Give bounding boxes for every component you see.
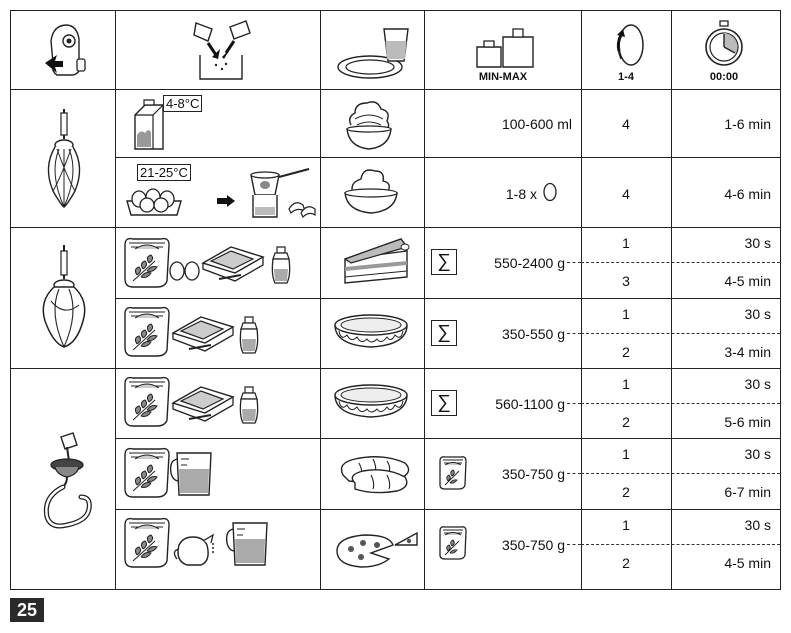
split-line	[581, 333, 780, 334]
flour-bag-icon	[121, 445, 173, 501]
speed-dial-icon	[611, 21, 647, 71]
eggs-icon	[169, 261, 203, 285]
split-line	[567, 262, 581, 263]
row-divider	[115, 438, 780, 439]
beaten-egg-white-icon	[341, 165, 401, 219]
col-divider	[115, 11, 116, 589]
speed: 2	[622, 484, 630, 500]
water-jug-icon	[169, 447, 215, 499]
speed: 1	[622, 376, 630, 392]
row-divider	[11, 227, 780, 228]
speed: 2	[622, 555, 630, 571]
split-line	[581, 262, 780, 263]
split-line	[567, 473, 581, 474]
flour-bag-icon	[121, 515, 173, 571]
time: 5-6 min	[724, 414, 771, 430]
amount: 100-600 ml	[501, 116, 572, 132]
attach-tool-icon	[43, 21, 87, 81]
egg-outline-icon	[543, 182, 557, 202]
time: 30 s	[744, 235, 771, 251]
summation-icon: ∑	[431, 320, 457, 346]
speed: 1	[622, 306, 630, 322]
page-number: 25	[10, 598, 44, 622]
split-line	[581, 544, 780, 545]
row-divider	[115, 298, 780, 299]
split-line	[581, 473, 780, 474]
time: 4-5 min	[724, 555, 771, 571]
recipe-table	[10, 10, 781, 590]
flour-bag-icon	[437, 455, 469, 491]
speed: 1	[622, 235, 630, 251]
amount: 350-750 g	[501, 537, 565, 553]
speed: 4	[622, 186, 630, 202]
time: 4-5 min	[724, 273, 771, 289]
eggs-icon	[123, 181, 185, 219]
col-divider	[424, 11, 425, 589]
temperature-badge: 4-8°C	[163, 95, 202, 112]
flour-bag-icon	[121, 304, 173, 360]
butter-icon	[171, 379, 235, 425]
split-line	[567, 544, 581, 545]
time-label: 00:00	[709, 71, 739, 83]
temperature-badge: 21-25°C	[137, 164, 191, 181]
amount: 550-2400 g	[494, 255, 565, 271]
time: 30 s	[744, 306, 771, 322]
flour-bag-icon	[437, 525, 469, 561]
speed: 1	[622, 517, 630, 533]
sugar-shaker-icon	[239, 385, 261, 427]
amount: 1-8 x	[505, 186, 537, 202]
row-divider	[11, 89, 780, 90]
speed: 2	[622, 344, 630, 360]
speed: 1	[622, 446, 630, 462]
summation-icon: ∑	[431, 249, 457, 275]
amount: 350-750 g	[501, 466, 565, 482]
speed: 3	[622, 273, 630, 289]
layer-cake-icon	[341, 237, 411, 287]
row-divider	[11, 368, 780, 369]
row-divider	[115, 157, 780, 158]
weights-label: MIN-MAX	[478, 71, 528, 83]
bread-icon	[333, 449, 413, 495]
kneading-hook-icon	[37, 431, 97, 531]
time: 30 s	[744, 376, 771, 392]
amount: 560-1100 g	[495, 396, 565, 412]
split-line	[567, 333, 581, 334]
butter-icon	[201, 239, 265, 285]
split-line	[567, 403, 581, 404]
amount: 350-550 g	[501, 326, 565, 342]
flour-bag-icon	[121, 235, 173, 291]
col-divider	[671, 11, 672, 589]
tart-icon	[331, 305, 411, 357]
speed: 4	[622, 116, 630, 132]
whisk-icon	[41, 107, 87, 211]
milk-carton-icon	[131, 99, 165, 151]
sugar-shaker-icon	[239, 315, 261, 357]
oil-jug-icon	[173, 527, 215, 569]
time: 3-4 min	[724, 344, 771, 360]
egg-separator-icon	[243, 165, 317, 221]
flour-bag-icon	[121, 374, 173, 430]
speed-label: 1-4	[618, 71, 634, 83]
add-ingredients-icon	[186, 19, 256, 83]
water-jug-icon	[225, 517, 271, 569]
whipped-cream-icon	[341, 97, 397, 153]
time: 30 s	[744, 517, 771, 533]
plate-glass-icon	[336, 25, 412, 81]
time: 4-6 min	[724, 186, 771, 202]
sugar-shaker-icon	[271, 245, 293, 287]
timer-icon	[704, 21, 744, 69]
arrow-icon	[217, 195, 235, 207]
butter-icon	[171, 309, 235, 355]
time: 1-6 min	[724, 116, 771, 132]
row-divider	[115, 509, 780, 510]
speed: 2	[622, 414, 630, 430]
beater-icon	[39, 243, 89, 353]
summation-icon: ∑	[431, 390, 457, 416]
col-divider	[320, 11, 321, 589]
time: 30 s	[744, 446, 771, 462]
weights-icon	[471, 25, 535, 69]
split-line	[581, 403, 780, 404]
tart-icon	[331, 375, 411, 427]
time: 6-7 min	[724, 484, 771, 500]
pizza-icon	[331, 523, 419, 569]
col-divider	[581, 11, 582, 589]
